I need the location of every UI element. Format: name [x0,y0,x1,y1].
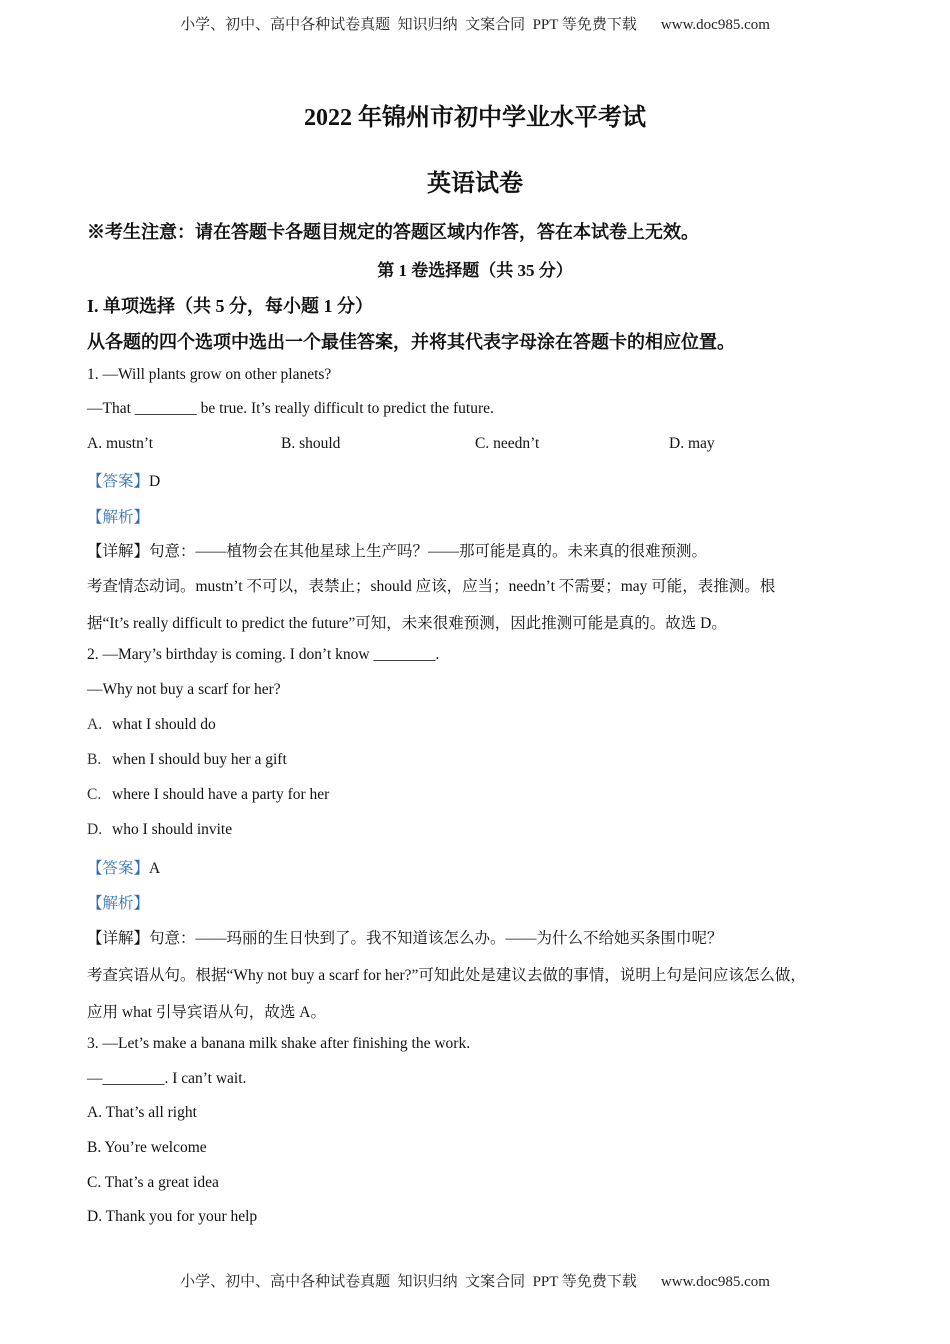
q2-option-b [87,751,287,769]
q2-answer [87,856,160,878]
detail-tag: 【详解】 [87,930,150,947]
q1-response: —That ________ be true. It’s really difficult to predict the future. [87,400,494,417]
q2-option-d-text: who I should invite [112,821,233,838]
q2-explain-2: 应用 what 引导宾语从句，故选 A。 [87,1004,326,1021]
q2-option-c [87,786,329,804]
q2-option-a [87,716,216,734]
q1-explain-1: 考查情态动词。mustn’t 不可以，表禁止；should 应该，应当；needn’t 不需要；may 可能，表推测。根 [87,578,776,595]
q1-answer-value: D [149,473,161,490]
q1-option-c: C. needn’t [475,435,540,452]
q2-option-d [87,821,232,839]
q1-answer [87,469,160,491]
section-heading: I. 单项选择（共 5 分，每小题 1 分） [87,296,374,316]
q1-explain-2: 据“It’s really difficult to predict the future”可知，未来很难预测，因此推测可能是真的。故选 D。 [87,615,727,632]
q1-detail-text: 句意：——植物会在其他星球上生产吗？——那可能是真的。未来真的很难预测。 [149,543,708,560]
header-text: 小学、初中、高中各种试卷真题 知识归纳 文案合同 PPT 等免费下载 [180,17,637,33]
q3-option-c: C. That’s a great idea [87,1174,219,1191]
q2-option-b-letter: B. [87,751,102,768]
answer-tag: 【答案】 [87,860,150,877]
q1-analysis-tag: 【解析】 [87,509,150,526]
q2-option-b-text: when I should buy her a gift [112,751,287,768]
q2-option-d-letter: D. [87,821,103,838]
footer-url[interactable]: www.doc985.com [660,1274,770,1290]
candidate-notice: ※考生注意：请在答题卡各题目规定的答题区域内作答，答在本试卷上无效。 [87,222,699,242]
q3-option-d: D. Thank you for your help [87,1208,258,1225]
footer-text: 小学、初中、高中各种试卷真题 知识归纳 文案合同 PPT 等免费下载 [180,1274,637,1290]
q1-stem: 1. —Will plants grow on other planets? [87,366,332,383]
q2-response: —Why not buy a scarf for her? [87,681,281,698]
q2-option-a-text: what I should do [112,716,216,733]
q2-option-a-letter: A. [87,716,103,733]
q1-detail [87,539,707,561]
q3-option-b: B. You’re welcome [87,1139,207,1156]
q3-response: —________. I can’t wait. [87,1070,247,1087]
q3-stem: 3. —Let’s make a banana milk shake after finishing the work. [87,1035,471,1052]
page-footer [0,1270,950,1291]
q2-explain-1: 考查宾语从句。根据“Why not buy a scarf for her?”可知此处是建议去做的事情，说明上句是问应该怎么做， [87,967,806,984]
q2-option-c-text: where I should have a party for her [112,786,330,803]
q2-answer-value: A [149,860,161,877]
page-header [0,13,950,34]
q2-stem: 2. —Mary’s birthday is coming. I don’t know ________. [87,646,440,663]
answer-tag: 【答案】 [87,473,150,490]
detail-tag: 【详解】 [87,543,150,560]
exam-subtitle: 英语试卷 [427,171,523,197]
q2-detail-text: 句意：——玛丽的生日快到了。我不知道该怎么办。——为什么不给她买条围巾呢？ [149,930,723,947]
exam-title: 2022 年锦州市初中学业水平考试 [304,105,646,131]
q1-option-b: B. should [281,435,341,452]
volume-heading: 第 1 卷选择题（共 35 分） [377,261,573,280]
q3-option-a: A. That’s all right [87,1104,197,1121]
section-instruction: 从各题的四个选项中选出一个最佳答案，并将其代表字母涂在答题卡的相应位置。 [87,332,735,352]
q2-option-c-letter: C. [87,786,102,803]
q2-detail [87,926,723,948]
q1-option-d: D. may [669,435,715,452]
q1-option-a: A. mustn’t [87,435,154,452]
q2-analysis-tag: 【解析】 [87,895,150,912]
header-url[interactable]: www.doc985.com [660,17,770,33]
